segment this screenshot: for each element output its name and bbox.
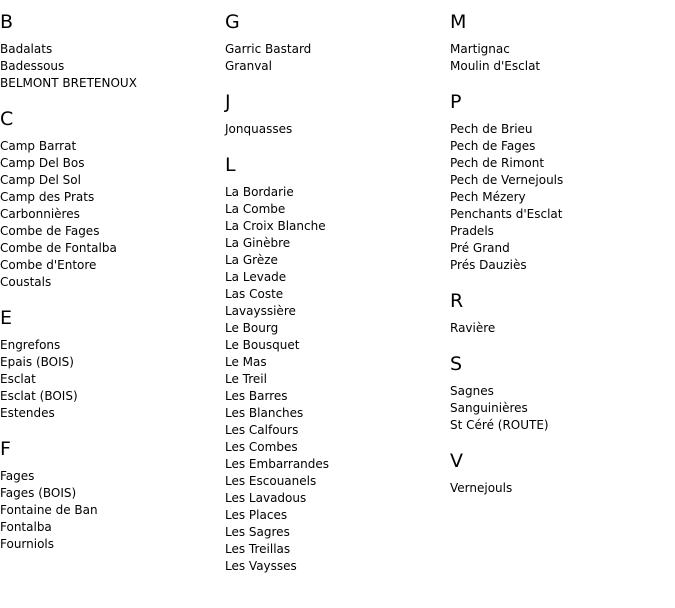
place-name-list [450,383,675,434]
index-column-1 [0,11,225,569]
section-letter-heading: P [450,91,462,113]
place-name-item: Pech Mézery [450,190,526,204]
place-name-item: Les Sagres [225,525,290,539]
place-name-item: Estendes [0,406,55,420]
place-name-item: Garric Bastard [225,42,312,56]
section-letter-heading: L [225,154,236,176]
place-name-item: Pradels [450,224,494,238]
place-name-item: Moulin d'Esclat [450,59,541,73]
place-name-item: Le Treil [225,372,267,386]
place-name-item: Le Bousquet [225,338,300,352]
place-name-list [450,121,675,274]
place-name-item: Camp Del Sol [0,173,81,187]
place-name-list [450,480,675,497]
letter-section [225,91,450,138]
place-name-item: Fontaine de Ban [0,503,98,517]
place-name-item: La Combe [225,202,286,216]
letter-section [450,290,675,337]
place-name-item: Combe de Fages [0,224,100,238]
place-name-item: Le Bourg [225,321,279,335]
place-name-item: Martignac [450,42,510,56]
place-name-item: Sanguinières [450,401,528,415]
place-name-item: Pré Grand [450,241,510,255]
place-name-item: Les Combes [225,440,298,454]
section-letter-heading: M [450,11,467,33]
place-name-item: Les Lavadous [225,491,307,505]
place-name-item: Pech de Vernejouls [450,173,564,187]
place-name-item: Camp Barrat [0,139,77,153]
place-name-item: Epais (BOIS) [0,355,74,369]
letter-section [450,91,675,274]
place-name-item: Les Embarrandes [225,457,330,471]
section-letter-heading: G [225,11,240,33]
place-name-list [225,121,450,138]
letter-section [450,450,675,497]
place-name-item: Ravière [450,321,496,335]
place-name-item: Granval [225,59,272,73]
place-name-item: Les Treillas [225,542,291,556]
place-name-list [0,337,225,422]
place-name-item: La Ginèbre [225,236,291,250]
letter-section [450,353,675,434]
index-column-2 [225,11,450,591]
place-name-item: Badalats [0,42,53,56]
section-letter-heading: V [450,450,463,472]
place-name-item: Jonquasses [225,122,293,136]
place-name-item: Esclat [0,372,36,386]
place-name-item: La Bordarie [225,185,294,199]
place-name-item: Vernejouls [450,481,513,495]
place-name-item: Pech de Fages [450,139,536,153]
place-name-item: Fontalba [0,520,52,534]
place-name-list [450,41,675,75]
place-name-list [0,468,225,553]
letter-section [225,154,450,575]
letter-section [0,438,225,553]
section-letter-heading: C [0,108,14,130]
place-name-item: Lavayssière [225,304,296,318]
place-name-item: Les Calfours [225,423,299,437]
section-letter-heading: F [0,438,11,460]
place-name-item: Fages (BOIS) [0,486,77,500]
section-letter-heading: E [0,307,13,329]
letter-section [0,108,225,291]
place-name-item: Combe de Fontalba [0,241,117,255]
place-name-item: Pech de Rimont [450,156,545,170]
place-name-item: Prés Dauziès [450,258,527,272]
place-name-item: Fages [0,469,35,483]
place-name-item: Les Barres [225,389,288,403]
place-name-item: Fourniols [0,537,55,551]
place-name-item: Coustals [0,275,52,289]
place-name-item: Badessous [0,59,65,73]
place-name-item: Carbonnières [0,207,80,221]
index-column-3 [450,11,675,513]
place-name-item: Esclat (BOIS) [0,389,78,403]
place-name-item: Penchants d'Esclat [450,207,563,221]
place-name-list [225,184,450,575]
place-name-item: Le Mas [225,355,267,369]
section-letter-heading: J [225,91,231,113]
section-letter-heading: S [450,353,463,375]
place-name-item: St Céré (ROUTE) [450,418,549,432]
place-name-item: Pech de Brieu [450,122,533,136]
letter-section [225,11,450,75]
place-name-item: Les Vaysses [225,559,297,573]
place-name-list [225,41,450,75]
place-name-item: Les Blanches [225,406,304,420]
place-name-item: Combe d'Entore [0,258,97,272]
place-name-list [0,41,225,92]
place-name-item: Las Coste [225,287,284,301]
place-name-list [0,138,225,291]
section-letter-heading: R [450,290,464,312]
place-name-item: Les Escouanels [225,474,317,488]
place-name-item: Sagnes [450,384,494,398]
place-name-item: Engrefons [0,338,61,352]
section-letter-heading: B [0,11,14,33]
place-name-item: La Croix Blanche [225,219,326,233]
place-name-item: BELMONT BRETENOUX [0,76,137,90]
place-name-item: Camp des Prats [0,190,95,204]
place-name-item: Les Places [225,508,288,522]
place-name-list [450,320,675,337]
place-name-item: La Grèze [225,253,278,267]
letter-section [0,11,225,92]
letter-section [450,11,675,75]
letter-section [0,307,225,422]
place-name-item: Camp Del Bos [0,156,85,170]
place-name-item: La Levade [225,270,287,284]
